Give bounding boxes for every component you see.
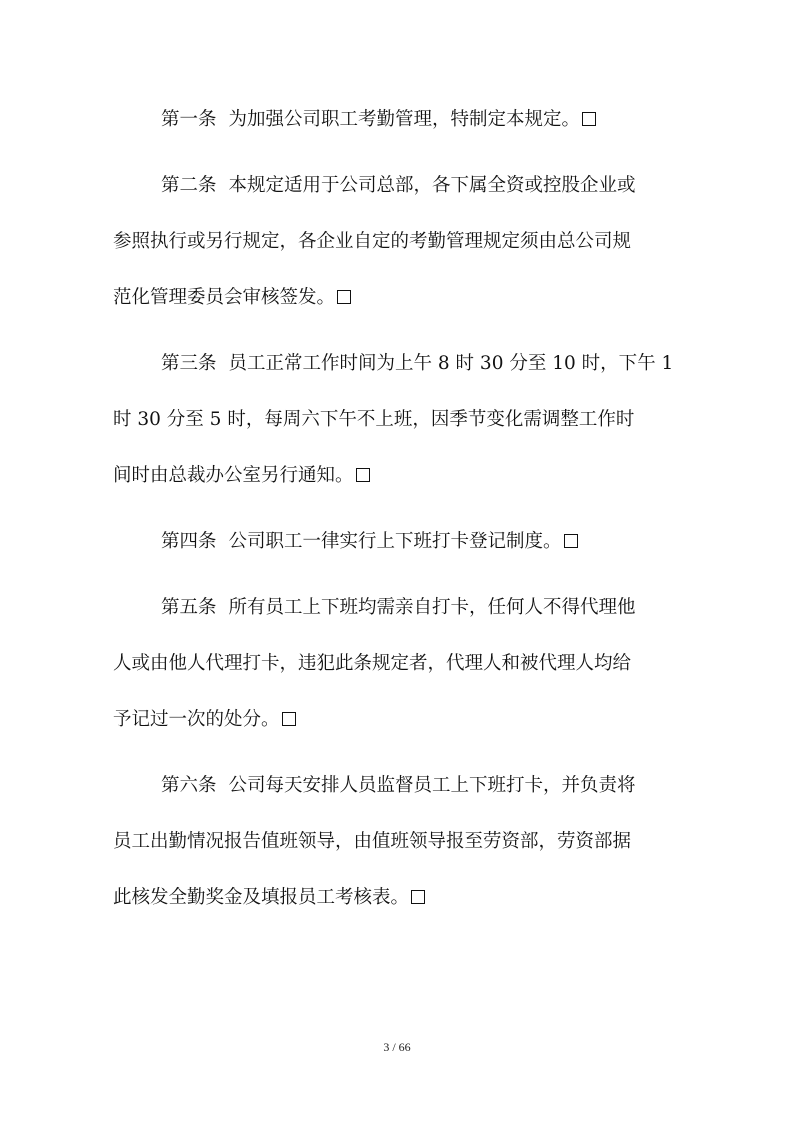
article-line bbox=[113, 644, 678, 700]
paragraph-mark-icon bbox=[337, 290, 351, 304]
article-text: 公司职工一律实行上下班打卡登记制度。 bbox=[228, 531, 562, 552]
article-text: 员工正常工作时间为上午 8 时 30 分至 10 时，下午 1 bbox=[228, 353, 674, 374]
article-title: 第三条 bbox=[161, 353, 217, 374]
paragraph-mark-icon bbox=[356, 468, 370, 482]
article-line bbox=[113, 878, 678, 934]
article-text: 时 30 分至 5 时，每周六下午不上班，因季节变化需调整工作时 bbox=[113, 409, 635, 430]
article-line bbox=[113, 766, 678, 822]
article-text: 间时由总裁办公室另行通知。 bbox=[113, 465, 354, 486]
article-line bbox=[113, 222, 678, 278]
article-title: 第一条 bbox=[161, 109, 217, 130]
paragraph-mark-icon bbox=[411, 890, 425, 904]
article-line bbox=[113, 456, 678, 512]
article-title: 第四条 bbox=[161, 531, 217, 552]
article-text: 人或由他人代理打卡，违犯此条规定者，代理人和被代理人均给 bbox=[113, 653, 632, 674]
article-line bbox=[113, 100, 678, 156]
article-title: 第二条 bbox=[161, 175, 217, 196]
paragraph-mark-icon bbox=[564, 534, 578, 548]
article-text: 参照执行或另行规定，各企业自定的考勤管理规定须由总公司规 bbox=[113, 231, 632, 252]
article-text: 所有员工上下班均需亲自打卡，任何人不得代理他 bbox=[228, 597, 636, 618]
paragraph-mark-icon bbox=[582, 112, 596, 126]
document-body bbox=[113, 100, 678, 944]
article-line bbox=[113, 700, 678, 756]
article-text: 此核发全勤奖金及填报员工考核表。 bbox=[113, 887, 410, 908]
article-line bbox=[113, 522, 678, 578]
article-text: 员工出勤情况报告值班领导，由值班领导报至劳资部，劳资部据 bbox=[113, 831, 632, 852]
article-line bbox=[113, 822, 678, 878]
article-3 bbox=[113, 344, 678, 512]
article-line bbox=[113, 400, 678, 456]
article-text: 公司每天安排人员监督员工上下班打卡，并负责将 bbox=[228, 775, 636, 796]
article-text: 范化管理委员会审核签发。 bbox=[113, 287, 336, 308]
article-line bbox=[113, 166, 678, 222]
article-text: 予记过一次的处分。 bbox=[113, 709, 280, 730]
article-title: 第六条 bbox=[161, 775, 217, 796]
article-text: 本规定适用于公司总部，各下属全资或控股企业或 bbox=[228, 175, 636, 196]
article-1 bbox=[113, 100, 678, 156]
article-line bbox=[113, 344, 678, 400]
article-line bbox=[113, 588, 678, 644]
article-2 bbox=[113, 166, 678, 334]
article-text: 为加强公司职工考勤管理，特制定本规定。 bbox=[228, 109, 581, 130]
article-title: 第五条 bbox=[161, 597, 217, 618]
article-line bbox=[113, 278, 678, 334]
paragraph-mark-icon bbox=[282, 712, 296, 726]
article-5 bbox=[113, 588, 678, 756]
article-4 bbox=[113, 522, 678, 578]
page-number: 3 / 66 bbox=[383, 1040, 411, 1054]
article-6 bbox=[113, 766, 678, 934]
